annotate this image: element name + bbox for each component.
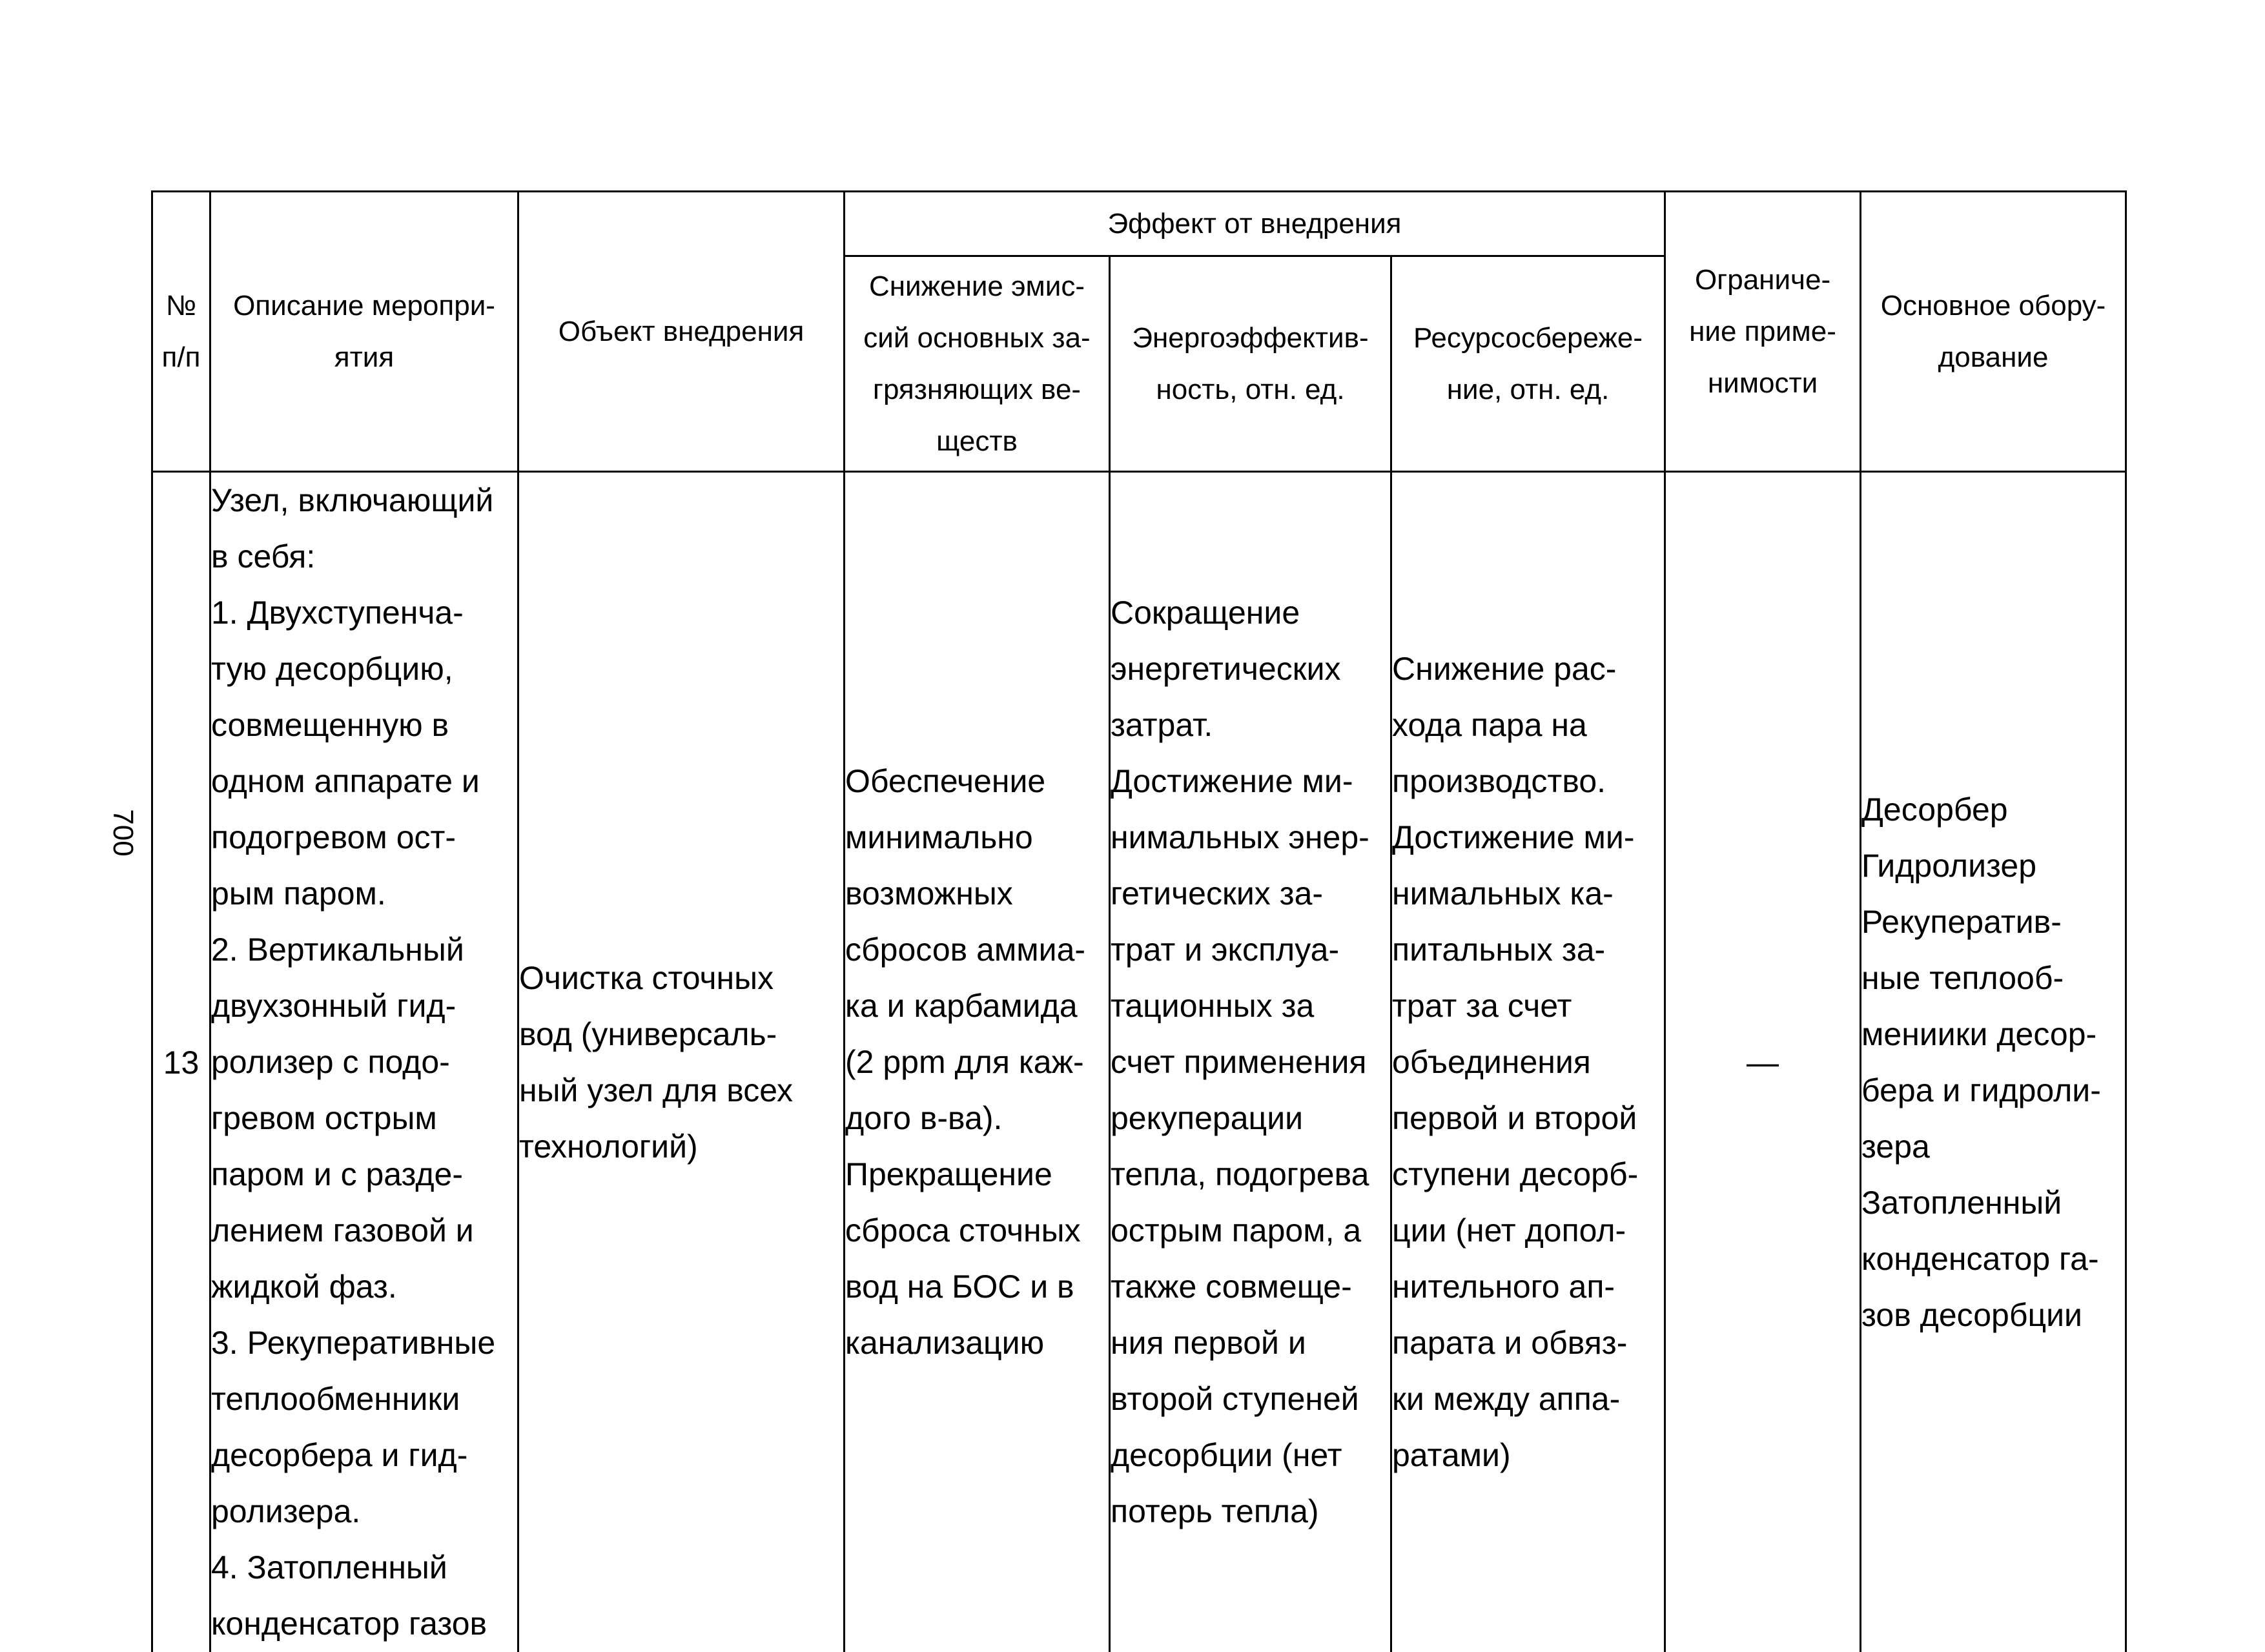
energy-line: тационных за [1111,978,1390,1034]
header-equipment [1861,192,2126,472]
equipment-line: бера и гидроли- [1861,1063,2125,1119]
table-row [152,472,2126,1652]
equipment-line: Затопленный [1861,1175,2125,1231]
header-no [152,192,210,472]
energy-line: второй ступеней [1111,1371,1390,1427]
description-line: конденсатор газов [211,1596,517,1652]
energy-line: затрат. [1111,697,1390,753]
row-emissions [845,472,1110,1652]
description-line: Узел, включающий [211,473,517,529]
header-description [210,192,518,472]
object-line: ный узел для всех [519,1063,843,1119]
emissions-line: сбросов аммиа- [845,922,1109,978]
resource-line: нительного ап- [1392,1259,1664,1315]
header-limit-line: Ограниче- [1666,254,1860,306]
energy-line: Сокращение [1111,585,1390,641]
description-line: жидкой фаз. [211,1259,517,1315]
equipment-line: Десорбер [1861,782,2125,838]
energy-line: нимальных энер- [1111,810,1390,866]
resource-line: ки между аппа- [1392,1371,1664,1427]
resource-line: ции (нет допол- [1392,1203,1664,1259]
equipment-line: зов десорбции [1861,1287,2125,1343]
equipment-line: ные теплооб- [1861,950,2125,1006]
emissions-line: возможных [845,866,1109,922]
description-line: гревом острым [211,1090,517,1147]
page-number: 700 [89,808,147,857]
resource-line: Снижение рас- [1392,641,1664,697]
energy-line: ния первой и [1111,1315,1390,1371]
emissions-line: Прекращение [845,1147,1109,1203]
emissions-line: минимально [845,810,1109,866]
resource-line: Достижение ми- [1392,810,1664,866]
description-line: совмещенную в [211,697,517,753]
row-energy [1110,472,1391,1652]
header-effect-group: Эффект от внедрения [845,192,1665,256]
equipment-line: Рекуператив- [1861,894,2125,950]
header-emissions-line: Снижение эмис- [845,261,1109,312]
equipment-line: зера [1861,1119,2125,1175]
description-line: 2. Вертикальный [211,922,517,978]
resource-line: парата и обвяз- [1392,1315,1664,1371]
energy-line: также совмеще- [1111,1259,1390,1315]
description-line: 4. Затопленный [211,1540,517,1596]
energy-line: гетических за- [1111,866,1390,922]
header-resource-line: ние, отн. ед. [1392,364,1664,416]
description-line: 1. Двухступенча- [211,585,517,641]
header-limit-line: ние приме- [1666,306,1860,358]
header-resource [1391,256,1665,472]
header-equipment-line: дование [1861,332,2125,383]
emissions-line: (2 ppm для каж- [845,1034,1109,1090]
header-no-line: № [153,280,209,332]
resource-line: производство. [1392,753,1664,810]
object-line: вод (универсаль- [519,1006,843,1063]
header-equipment-line: Основное обору- [1861,280,2125,332]
description-line: подогревом ост- [211,810,517,866]
energy-line: Достижение ми- [1111,753,1390,810]
header-description-line: ятия [211,332,517,383]
measures-table [151,190,2127,1652]
emissions-line: сброса сточных [845,1203,1109,1259]
resource-line: трат за счет [1392,978,1664,1034]
resource-line: ратами) [1392,1427,1664,1484]
header-limit [1665,192,1861,472]
description-line: тую десорбцию, [211,641,517,697]
energy-line: тепла, подогрева [1111,1147,1390,1203]
header-no-line: п/п [153,332,209,383]
row-description [210,472,518,1652]
energy-line: потерь тепла) [1111,1484,1390,1540]
header-energy-line: Энергоэффектив- [1111,312,1390,364]
object-line: технологий) [519,1119,843,1175]
description-line: ролизера. [211,1484,517,1540]
equipment-line: Гидролизер [1861,838,2125,894]
header-emissions [845,256,1110,472]
equipment-line: конденсатор га- [1861,1231,2125,1287]
emissions-line: канализацию [845,1315,1109,1371]
header-limit-line: нимости [1666,358,1860,409]
object-line: Очистка сточных [519,950,843,1006]
header-emissions-line: ществ [845,416,1109,467]
header-resource-line: Ресурсосбереже- [1392,312,1664,364]
header-emissions-line: грязняющих ве- [845,364,1109,416]
description-line: десорбера и гид- [211,1427,517,1484]
row-resource [1391,472,1665,1652]
equipment-line: мениики десор- [1861,1006,2125,1063]
header-energy-line: ность, отн. ед. [1111,364,1390,416]
header-object: Объект внедрения [518,192,845,472]
row-object [518,472,845,1652]
energy-line: рекуперации [1111,1090,1390,1147]
header-description-line: Описание меропри- [211,280,517,332]
resource-line: хода пара на [1392,697,1664,753]
energy-line: острым паром, а [1111,1203,1390,1259]
emissions-line: ка и карбамида [845,978,1109,1034]
description-line: двухзонный гид- [211,978,517,1034]
row-equipment [1861,472,2126,1652]
header-energy [1110,256,1391,472]
row-number: 13 [152,472,210,1652]
emissions-line: Обеспечение [845,753,1109,810]
energy-line: энергетических [1111,641,1390,697]
header-emissions-line: сий основных за- [845,312,1109,364]
emissions-line: дого в-ва). [845,1090,1109,1147]
description-line: теплообменники [211,1371,517,1427]
description-line: лением газовой и [211,1203,517,1259]
header-row-1 [152,192,2126,256]
description-line: ролизер с подо- [211,1034,517,1090]
resource-line: объединения [1392,1034,1664,1090]
description-line: 3. Рекуперативные [211,1315,517,1371]
energy-line: трат и эксплуа- [1111,922,1390,978]
description-line: рым паром. [211,866,517,922]
resource-line: питальных за- [1392,922,1664,978]
energy-line: счет применения [1111,1034,1390,1090]
description-line: одном аппарате и [211,753,517,810]
energy-line: десорбции (нет [1111,1427,1390,1484]
resource-line: нимальных ка- [1392,866,1664,922]
description-line: в себя: [211,529,517,585]
row-limit: — [1665,472,1861,1652]
description-line: паром и с разде- [211,1147,517,1203]
resource-line: ступени десорб- [1392,1147,1664,1203]
resource-line: первой и второй [1392,1090,1664,1147]
emissions-line: вод на БОС и в [845,1259,1109,1315]
